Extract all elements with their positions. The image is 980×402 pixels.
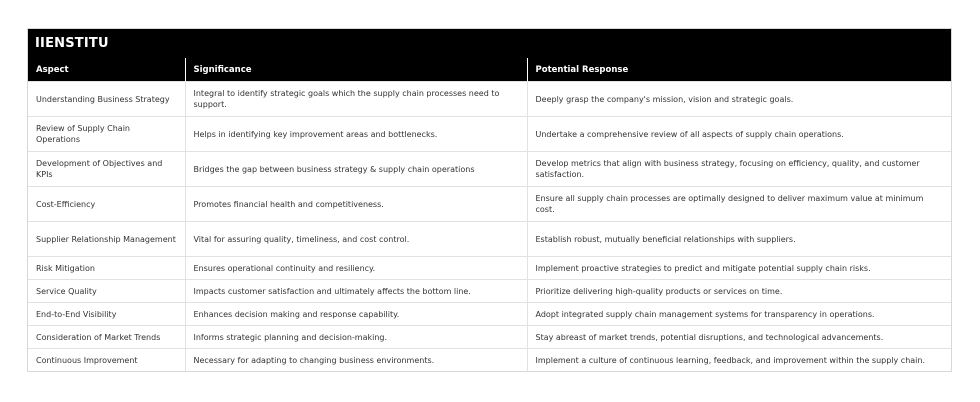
- table-row: [28, 82, 951, 117]
- aspect-table: [28, 58, 951, 371]
- comparison-table-card: [27, 28, 952, 372]
- cell-aspect: Continuous Improvement: [28, 349, 185, 372]
- cell-aspect: Review of Supply Chain Operations: [28, 117, 185, 152]
- cell-significance: Necessary for adapting to changing business environments.: [185, 349, 527, 372]
- brand-header: IIENSTITU: [28, 29, 951, 58]
- cell-significance: Integral to identify strategic goals which the supply chain processes need to support.: [185, 82, 527, 117]
- table-row: [28, 280, 951, 303]
- cell-significance: Ensures operational continuity and resiliency.: [185, 257, 527, 280]
- cell-potential-response: Develop metrics that align with business strategy, focusing on efficiency, quality, and customer satisfaction.: [527, 152, 951, 187]
- table-row: [28, 257, 951, 280]
- cell-aspect: End-to-End Visibility: [28, 303, 185, 326]
- cell-potential-response: Ensure all supply chain processes are optimally designed to deliver maximum value at minimum cost.: [527, 187, 951, 222]
- column-header-aspect: Aspect: [28, 58, 185, 82]
- cell-potential-response: Stay abreast of market trends, potential disruptions, and technological advancements.: [527, 326, 951, 349]
- cell-significance: Bridges the gap between business strategy & supply chain operations: [185, 152, 527, 187]
- cell-aspect: Understanding Business Strategy: [28, 82, 185, 117]
- table-header-row: [28, 58, 951, 82]
- table-row: [28, 222, 951, 257]
- column-header-potential-response: Potential Response: [527, 58, 951, 82]
- cell-significance: Helps in identifying key improvement areas and bottlenecks.: [185, 117, 527, 152]
- cell-aspect: Development of Objectives and KPIs: [28, 152, 185, 187]
- cell-aspect: Supplier Relationship Management: [28, 222, 185, 257]
- cell-potential-response: Deeply grasp the company's mission, vision and strategic goals.: [527, 82, 951, 117]
- table-row: [28, 326, 951, 349]
- cell-potential-response: Implement a culture of continuous learning, feedback, and improvement within the supply chain.: [527, 349, 951, 372]
- table-row: [28, 117, 951, 152]
- cell-aspect: Service Quality: [28, 280, 185, 303]
- cell-significance: Informs strategic planning and decision-making.: [185, 326, 527, 349]
- cell-aspect: Risk Mitigation: [28, 257, 185, 280]
- table-row: [28, 187, 951, 222]
- cell-significance: Promotes financial health and competitiveness.: [185, 187, 527, 222]
- cell-potential-response: Adopt integrated supply chain management systems for transparency in operations.: [527, 303, 951, 326]
- cell-potential-response: Prioritize delivering high-quality products or services on time.: [527, 280, 951, 303]
- cell-potential-response: Undertake a comprehensive review of all aspects of supply chain operations.: [527, 117, 951, 152]
- cell-potential-response: Establish robust, mutually beneficial relationships with suppliers.: [527, 222, 951, 257]
- cell-significance: Impacts customer satisfaction and ultimately affects the bottom line.: [185, 280, 527, 303]
- table-row: [28, 152, 951, 187]
- cell-aspect: Consideration of Market Trends: [28, 326, 185, 349]
- table-row: [28, 303, 951, 326]
- cell-significance: Enhances decision making and response capability.: [185, 303, 527, 326]
- cell-aspect: Cost-Efficiency: [28, 187, 185, 222]
- cell-significance: Vital for assuring quality, timeliness, and cost control.: [185, 222, 527, 257]
- cell-potential-response: Implement proactive strategies to predict and mitigate potential supply chain risks.: [527, 257, 951, 280]
- column-header-significance: Significance: [185, 58, 527, 82]
- table-row: [28, 349, 951, 372]
